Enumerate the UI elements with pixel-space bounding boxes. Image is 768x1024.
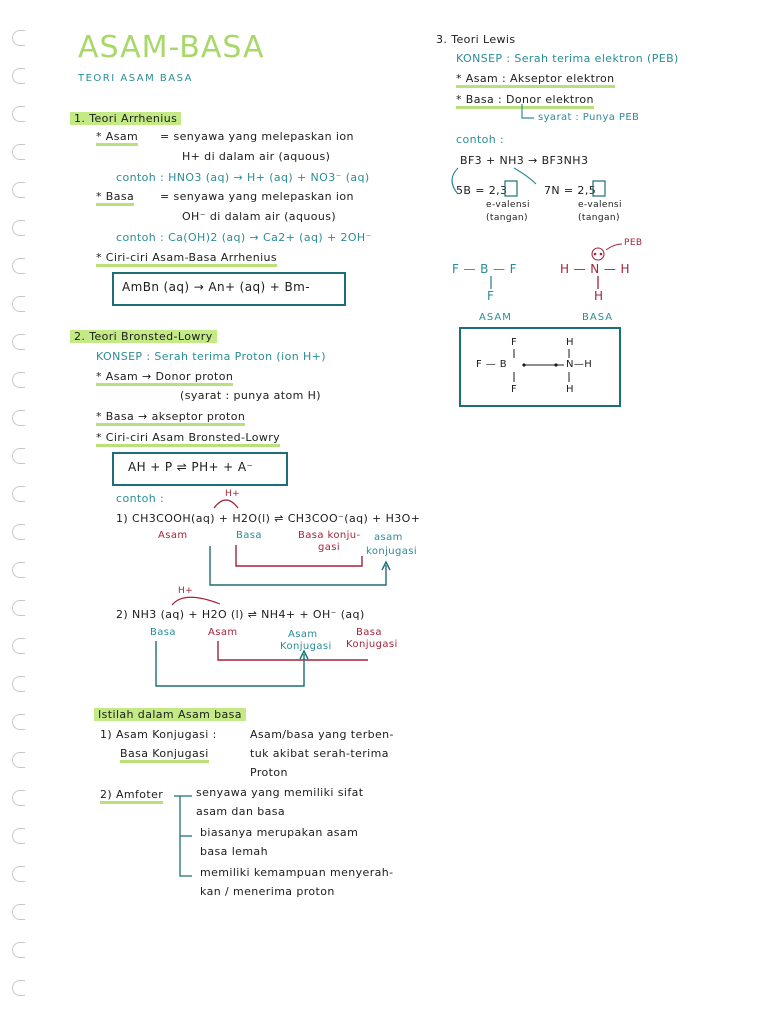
adduct-h-top: H [566,337,574,348]
bronsted-formula: AH + P ⇌ PH+ + A⁻ [128,460,254,474]
arrhenius-asam-contoh: contoh : HNO3 (aq) → H+ (aq) + NO3⁻ (aq) [116,171,370,184]
arrhenius-asam-label: * Asam [96,130,138,146]
ex2-asam-konjugasi-2: Konjugasi [280,641,332,652]
istilah-heading: Istilah dalam Asam basa [94,708,246,721]
bronsted-ciri: * Ciri-ciri Asam Bronsted-Lowry [96,431,280,447]
arrhenius-basa-contoh: contoh : Ca(OH)2 (aq) → Ca2+ (aq) + 2OH⁻ [116,231,372,244]
bf3-bottom-f: F [487,289,495,303]
adduct-f-left: F — B [476,359,507,370]
lewis-contoh: contoh : [456,133,505,146]
amfoter-point-2b: basa lemah [200,845,268,858]
lewis-syarat: syarat : Punya PEB [538,112,640,123]
amfoter-point-1a: senyawa yang memiliki sifat [196,786,364,799]
bronsted-konsep: KONSEP : Serah terima Proton (ion H+) [96,350,326,363]
lewis-heading: 3. Teori Lewis [436,33,516,46]
istilah-amfoter: 2) Amfoter [100,788,163,804]
adduct-h-bottom: H [566,384,574,395]
lewis-n-tangan: (tangan) [578,213,620,223]
bronsted-contoh: contoh : [116,492,165,505]
bronsted-asam: * Asam → Donor proton [96,370,233,386]
ex1-basa: Basa [236,530,262,541]
ex2-basa-konjugasi-2: Konjugasi [346,639,398,650]
lewis-konsep: KONSEP : Serah terima elektron (PEB) [456,52,679,65]
arrhenius-formula: AmBn (aq) → An+ (aq) + Bm- [122,280,310,294]
bronsted-syarat: (syarat : punya atom H) [180,389,321,402]
lewis-basa: * Basa : Donor elektron [456,93,594,109]
lewis-asam: * Asam : Akseptor elektron [456,72,615,88]
ex2-basa-konjugasi-1: Basa [356,627,382,638]
istilah-asam-konjugasi: 1) Asam Konjugasi : [100,728,217,741]
amfoter-point-3b: kan / menerima proton [200,885,335,898]
nh3-structure-row: H — N — H [560,262,630,276]
ex2-hplus: H+ [178,586,194,596]
lewis-asam-caption: ASAM [479,312,512,323]
istilah-konjugasi-def-1: Asam/basa yang terben- [250,728,394,741]
nh3-bottom-h: H [594,289,604,303]
lewis-n-valensi: e-valensi [578,200,622,210]
ex1-basa-konjugasi-2: gasi [318,542,341,553]
istilah-konjugasi-def-2: tuk akibat serah-terima [250,747,389,760]
amfoter-point-1b: asam dan basa [196,805,286,818]
ex2-equation: 2) NH3 (aq) + H2O (l) ⇌ NH4+ + OH⁻ (aq) [116,608,365,621]
ex2-asam-konjugasi-1: Asam [288,629,318,640]
lewis-basa-caption: BASA [582,312,614,323]
adduct-f-bottom: F [511,384,518,395]
ex2-basa: Basa [150,627,176,638]
lewis-reaction: BF3 + NH3 → BF3NH3 [460,154,589,167]
ex1-asam: Asam [158,530,188,541]
arrhenius-asam-def-2: H+ di dalam air (aquous) [182,150,331,163]
arrhenius-basa-def-1: = senyawa yang melepaskan ion [160,190,354,203]
adduct-f-top: F [511,337,518,348]
lewis-b-valensi: e-valensi [486,200,530,210]
ex1-asam-konjugasi-2: konjugasi [366,546,418,557]
bf3-structure-row: F — B — F [452,262,517,276]
arrhenius-basa-label: * Basa [96,190,134,206]
arrhenius-basa-def-2: OH⁻ di dalam air (aquous) [182,210,337,223]
ex1-equation: 1) CH3COOH(aq) + H2O(l) ⇌ CH3COO⁻(aq) + H3O+ [116,512,421,525]
arrhenius-ciri: * Ciri-ciri Asam-Basa Arrhenius [96,251,277,267]
page-title: ASAM-BASA [78,30,265,65]
amfoter-point-3a: memiliki kemampuan menyerah- [200,866,394,879]
page-subtitle: TEORI ASAM BASA [78,73,193,84]
lewis-n-config: 7N = 2,5 [544,184,597,197]
amfoter-point-2a: biasanya merupakan asam [200,826,359,839]
arrhenius-asam-def-1: = senyawa yang melepaskan ion [160,130,354,143]
lewis-b-tangan: (tangan) [486,213,528,223]
lewis-b-config: 5B = 2,3 [456,184,508,197]
istilah-basa-konjugasi: Basa Konjugasi [120,747,209,763]
adduct-n-right: N—H [566,359,593,370]
istilah-konjugasi-def-3: Proton [250,766,288,779]
lewis-peb-label: PEB [624,238,643,248]
ex1-basa-konjugasi-1: Basa konju- [298,530,361,541]
bronsted-basa: * Basa → akseptor proton [96,410,245,426]
ex1-asam-konjugasi-1: asam [374,532,403,543]
ex2-asam: Asam [208,627,238,638]
ex1-hplus: H+ [225,489,241,499]
bronsted-heading: 2. Teori Bronsted-Lowry [70,330,217,343]
arrhenius-heading: 1. Teori Arrhenius [70,112,181,125]
